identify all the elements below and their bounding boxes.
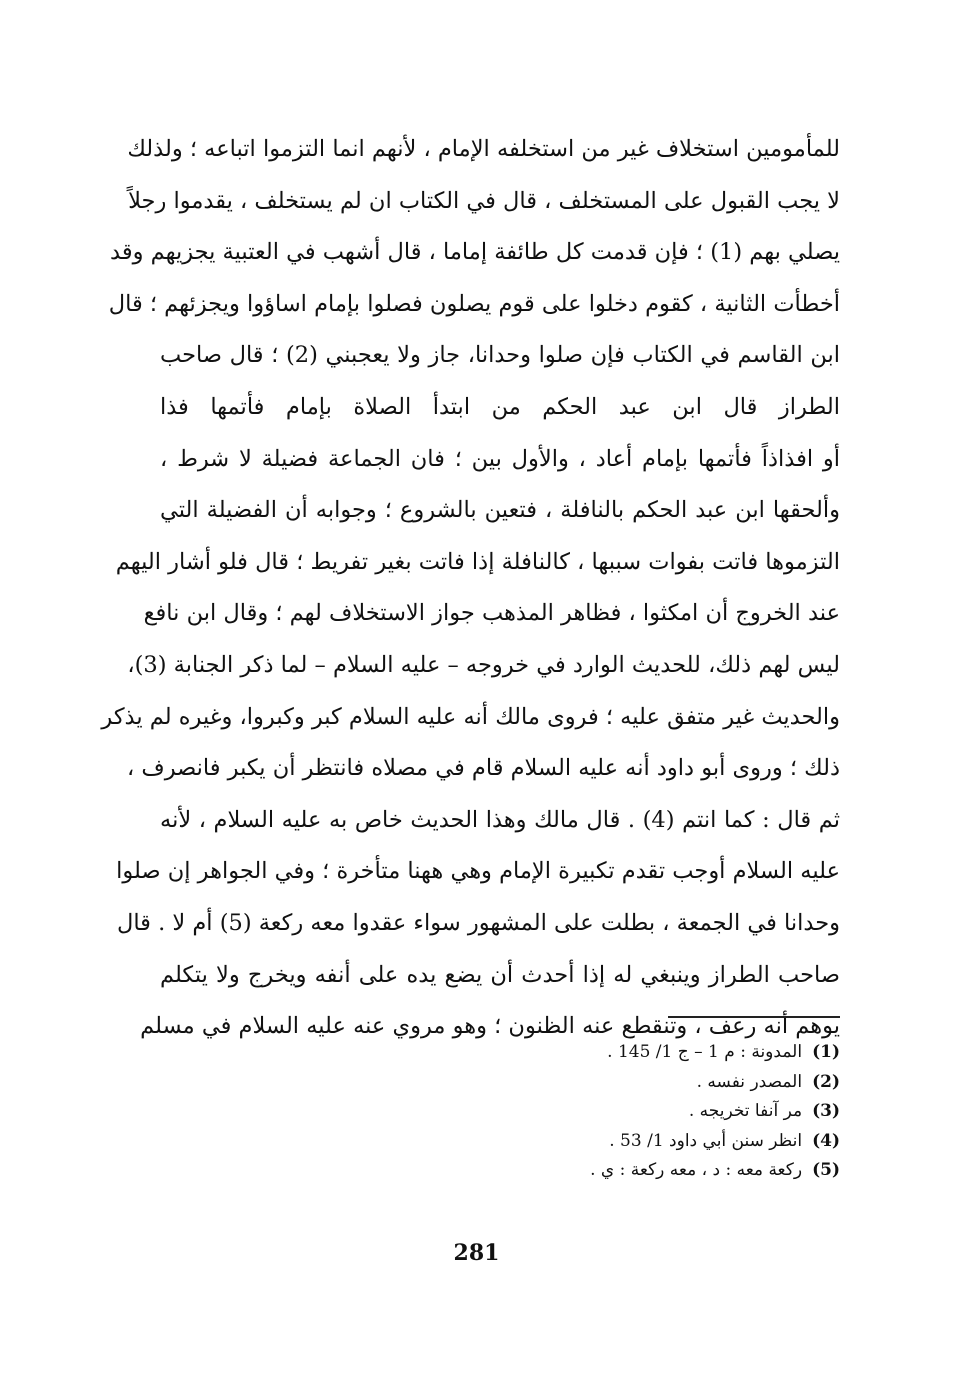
text-line: أخطأت الثانية ، كقوم دخلوا على قوم يصلون فصلوا بإمام اساؤوا ويجزئهم ؛ قال <box>108 290 840 317</box>
footnote <box>500 1127 840 1157</box>
text-line: لا يجب القبول على المستخلف ، قال في الكتاب ان لم يستخلف ، يقدموا رجلاً <box>128 187 840 214</box>
text-line: التزموها فاتت بفوات سببها ، كالنافلة إذا فاتت بغير تفريط ؛ قال فلو أشار اليهم <box>115 548 840 575</box>
page-number: 281 <box>453 1240 500 1266</box>
footnote-number: (4) <box>812 1130 840 1151</box>
text-line: ثم قال : كما انتم (4) . قال مالك وهذا الحديث خاص به عليه السلام ، لأنه <box>160 806 840 833</box>
footnote <box>500 1068 840 1098</box>
text-line: ذلك ؛ وروى أبو داود أنه عليه السلام قام في مصلاه فانتظر أن يكبر فانصرف ، <box>126 755 840 782</box>
text-line: وحدانا في الجمعة ، بطلت على المشهور سواء عقدوا معه ركعة (5) أم لا . قال <box>116 909 840 936</box>
footnote-number: (2) <box>812 1071 840 1092</box>
footnote-number: (3) <box>812 1101 840 1121</box>
text-line: الطراز قال ابن عبد الحكم من ابتدأ الصلاة بإمام فأتمها فذا <box>160 393 840 420</box>
main-text <box>101 124 840 1053</box>
footnote-text: ركعة معه : د ، معه ركعة : ي . <box>590 1160 803 1180</box>
footnote-text: انظر سنن أبي داود 1/ 53 . <box>609 1130 803 1151</box>
footnote-divider <box>668 1016 840 1018</box>
text-line: عند الخروج أن امكثوا ، فظاهر المذهب جواز الاستخلاف لهم ؛ وقال ابن نافع <box>143 600 840 627</box>
footnote <box>500 1097 840 1127</box>
text-line: يصلي بهم (1) ؛ فإن قدمت كل طائفة إماما ، قال أشهب في العتبية يجزيهم وقد <box>110 239 840 266</box>
footnote-text: المدونة : م 1 – ج 1/ 145 . <box>607 1042 803 1062</box>
footnote <box>500 1038 840 1068</box>
footnote-number: (5) <box>812 1160 840 1180</box>
footnote <box>500 1156 840 1186</box>
text-line: للمأمومين استخلاف غير من استخلفه الإمام ، لأنهم انما التزموا اتباعه ؛ ولذلك <box>127 136 840 162</box>
text-line: والحديث غير متفق عليه ؛ فروى مالك أنه عليه السلام كبر وكبروا، وغيره لم يذكر <box>101 703 840 730</box>
text-line: ابن القاسم في الكتاب فإن صلوا وحدانا، جاز ولا يعجبني (2) ؛ قال صاحب <box>160 342 840 369</box>
text-line: صاحب الطراز وينبغي له إذا أحدث أن يضع يده على أنفه ويخرج ولا يتكلم <box>160 961 840 988</box>
footnote-number: (1) <box>812 1042 840 1062</box>
footnote-text: المصدر نفسه . <box>696 1071 803 1092</box>
text-line: ليس لهم ذلك، للحديث الوارد في خروجه – عليه السلام – لما ذكر الجنابة (3)، <box>127 651 840 678</box>
text-line: وألحقها ابن عبد الحكم بالنافلة ، فتعين بالشروع ؛ وجوابه أن الفضيلة التي <box>160 497 840 524</box>
footnotes <box>500 1038 840 1186</box>
text-line: يوهم أنه رعف ، وتنقطع عنه الظنون ؛ وهو مروي عنه عليه السلام في مسلم <box>140 1013 840 1040</box>
text-line: أو افذاذاً فأتمها بإمام أعاد ، والأول بين ؛ فان الجماعة فضيلة لا شرط ، <box>160 445 840 472</box>
footnote-text: مر آنفا تخريجه . <box>688 1101 803 1121</box>
text-line: عليه السلام أوجب تقدم تكبيرة الإمام وهي ههنا متأخرة ؛ وفي الجواهر إن صلوا <box>116 858 840 885</box>
